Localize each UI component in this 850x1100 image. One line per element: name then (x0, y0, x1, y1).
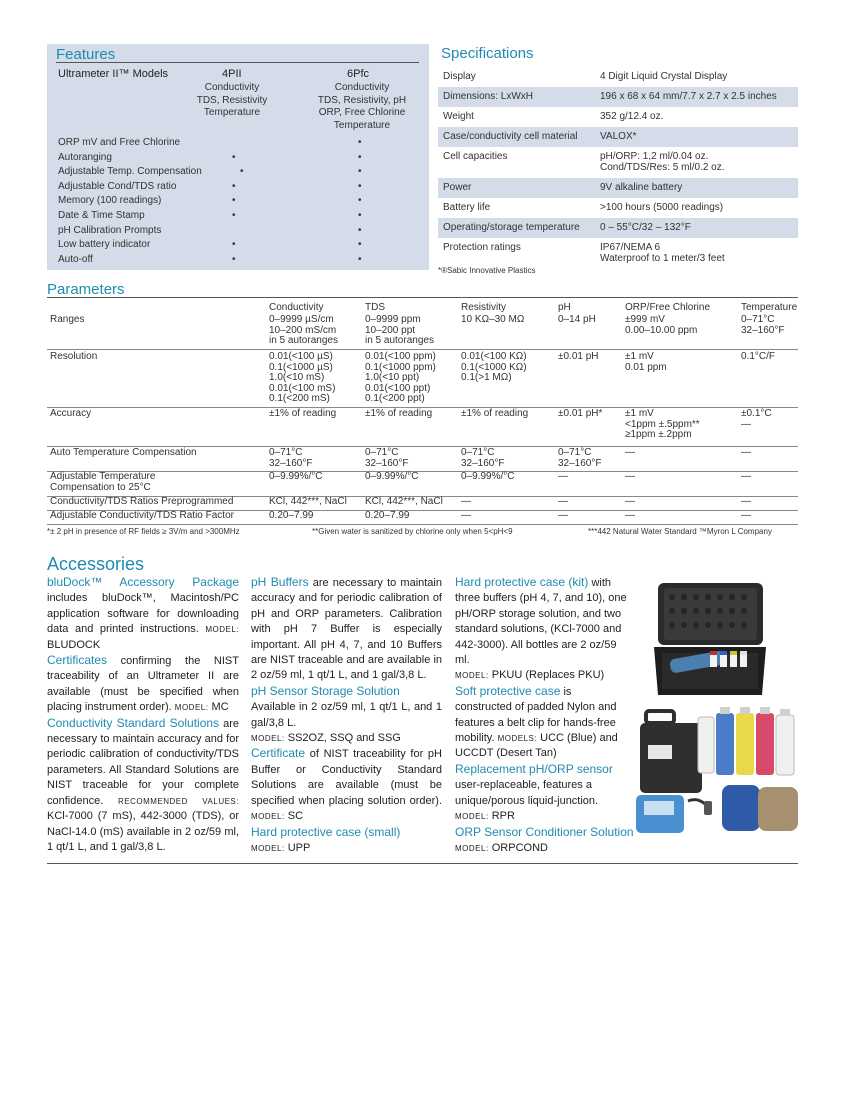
spec-key: Battery life (443, 202, 491, 213)
param-row-label: Adjustable Temperature Compensation to 25°C (50, 471, 156, 493)
model-a-bullet: • (232, 210, 236, 221)
param-cell: — (558, 510, 568, 521)
models-label: Ultrameter II™ Models (58, 68, 169, 80)
recommended-label: RECOMMENDED VALUES: (117, 796, 239, 806)
feature-row (58, 137, 418, 151)
model-b-bullet: • (358, 180, 362, 192)
spec-value: >100 hours (5000 readings) (600, 202, 724, 213)
model-b-desc: Conductivity TDS, Resistivity, pH ORP, Free Chlorine Temperature (317, 82, 407, 131)
features-panel (47, 44, 429, 270)
feature-label: ORP mV and Free Chlorine (58, 137, 181, 148)
param-cell: 0–71°C 32–160°F (741, 314, 785, 336)
model-b-bullet: • (358, 239, 362, 251)
model-b-bullet: • (358, 195, 362, 207)
spec-row (438, 147, 798, 178)
model-b-bullet: • (358, 151, 362, 163)
model-b-bullet: • (358, 137, 362, 148)
param-cell: — (461, 510, 471, 521)
model-value: PKUU (Replaces PKU) (488, 669, 605, 682)
model-value: RPR (488, 810, 515, 823)
feature-row (58, 210, 418, 224)
model-label: MODEL: (455, 843, 489, 853)
feature-label: Auto-off (58, 253, 93, 265)
model-value: MC (208, 701, 229, 714)
param-cell: 0.20–7.99 (365, 510, 410, 521)
hard-case-kit-image (650, 575, 770, 700)
spec-value: 196 x 68 x 64 mm/7.7 x 2.7 x 2.5 inches (600, 91, 777, 102)
param-cell: ±1 mV 0.01 ppm (625, 351, 667, 373)
param-cell: 0–71°C 32–160°F (269, 447, 313, 469)
spec-row (438, 87, 798, 107)
param-cell: — (625, 496, 635, 507)
specs-title: Specifications (441, 45, 534, 62)
param-cell: ±1% of reading (365, 408, 433, 419)
param-header: TDS (365, 302, 385, 313)
features-title: Features (56, 46, 116, 63)
spec-row (438, 67, 798, 87)
model-value: ORPCOND (488, 841, 548, 854)
param-cell: 0–9.99%/°C (365, 471, 419, 482)
spec-key: Weight (443, 111, 474, 122)
spec-row (438, 178, 798, 198)
replacement-sensor-text: user-replaceable, features a unique/porous liquid-junction. (455, 779, 599, 807)
spec-key: Dimensions: LxWxH (443, 91, 534, 102)
model-value: SC (284, 810, 304, 823)
param-cell: — (558, 496, 568, 507)
spec-value: 352 g/12.4 oz. (600, 111, 664, 122)
param-cell: 0–71°C 32–160°F (558, 447, 602, 469)
spec-key: Power (443, 182, 472, 193)
param-cell: 0–9.99%/°C (269, 471, 323, 482)
certificates-heading: Certificates (47, 653, 108, 668)
model-value: SS2OZ, SSQ and SSG (284, 732, 401, 745)
conductivity-standards-text: are necessary to maintain accuracy and for periodic calibration of conductivity/TDS parameters. All Standard Solutions are NIST traceable for your complete confidence. (47, 717, 239, 807)
model-b-bullet: • (358, 253, 362, 265)
accessories-col-2 (251, 575, 442, 856)
param-cell: 0.01(<100 ppm) 0.1(<1000 ppm) 1.0(<10 ppt) 0.01(<100 ppt) 0.1(<200 ppt) (365, 351, 436, 404)
param-row-label: Ranges (50, 314, 85, 325)
param-cell: 0–9.99%/°C (461, 471, 515, 482)
spec-key: Operating/storage temperature (443, 222, 580, 233)
feature-row (58, 166, 418, 180)
certificate-text: of NIST traceability for pH Buffer or Conductivity Standard Solutions are available (must be specified when placing solution order). (251, 748, 442, 807)
hard-case-kit-text: with three buffers (pH 4, 7, and 10), one pH/ORP storage solution, and two standard solutions, (KCl-7000 and 442-3000). All bottles are 2 oz/59 ml. (455, 577, 627, 667)
param-cell: 0–9999 ppm 10–200 ppt in 5 autoranges (365, 314, 434, 346)
param-cell: — (741, 496, 751, 507)
accessories-title: Accessories (47, 554, 145, 574)
hard-case-small-heading: Hard protective case (small) (251, 824, 401, 839)
feature-row (58, 152, 418, 166)
model-label: MODEL: (251, 843, 285, 853)
model-label: MODELS: (497, 734, 538, 744)
param-cell: — (741, 510, 751, 521)
ph-buffers-heading: pH Buffers (251, 575, 309, 589)
accessories-col-3 (455, 575, 634, 856)
param-row-divider (47, 349, 798, 350)
spec-key: Display (443, 71, 476, 82)
model-a-name: 4PII (222, 68, 242, 80)
param-header: pH (558, 302, 571, 313)
model-label: MODEL: (251, 812, 285, 822)
model-a-bullet: • (232, 151, 236, 163)
model-a-bullet: • (240, 166, 244, 178)
param-cell: — (741, 471, 751, 482)
storage-solution-heading: pH Sensor Storage Solution (251, 683, 400, 698)
recommended-value: KCl-7000 (7 mS), 442-3000 (TDS), or NaCl-14.0 (mS) available in 2 oz/59 ml, 1 qt/1 L, and 1 gal/3,8 L. (47, 810, 239, 853)
param-cell: — (741, 447, 751, 458)
conductivity-standards-heading: Conductivity Standard Solutions (47, 715, 220, 730)
param-row-divider (47, 471, 798, 472)
param-header: Resistivity (461, 302, 507, 313)
replacement-sensor-heading: Replacement pH/ORP sensor (455, 761, 613, 776)
feature-label: Low battery indicator (58, 239, 151, 251)
orp-conditioner-heading: ORP Sensor Conditioner Solution (455, 824, 634, 839)
param-cell: ±999 mV 0.00–10.00 ppm (625, 314, 698, 336)
param-cell: 10 KΩ–30 MΩ (461, 314, 525, 325)
model-a-bullet: • (232, 253, 236, 265)
feature-label: Autoranging (58, 151, 112, 163)
params-title: Parameters (47, 281, 125, 298)
specs-footnote: *®Sabic Innovative Plastics (438, 266, 536, 275)
spec-row (438, 198, 798, 218)
spec-key: Case/conductivity cell material (443, 131, 578, 142)
storage-solution-text: Available in 2 oz/59 ml, 1 qt/1 L, and 1 gal/3,8 L. (251, 701, 442, 729)
param-row-divider (47, 524, 798, 525)
model-a-bullet: • (232, 239, 236, 251)
param-header: ORP/Free Chlorine (625, 302, 711, 313)
soft-case-heading: Soft protective case (455, 683, 561, 698)
model-a-bullet: • (232, 180, 236, 192)
model-label: MODEL: (455, 671, 489, 681)
param-row-label: Resolution (50, 351, 98, 362)
param-cell: — (625, 510, 635, 521)
spec-row (438, 127, 798, 147)
model-label: MODEL: (251, 734, 285, 744)
spec-row (438, 107, 798, 127)
model-a-bullet: • (232, 195, 236, 207)
param-cell: KCl, 442***, NaCl (365, 496, 443, 507)
param-row-label: Adjustable Conductivity/TDS Ratio Factor (50, 510, 234, 521)
features-rule (56, 62, 419, 63)
param-cell: 0–71°C 32–160°F (461, 447, 505, 469)
param-cell: 0.20–7.99 (269, 510, 314, 521)
model-b-bullet: • (358, 224, 362, 236)
spec-value: VALOX* (600, 131, 637, 142)
model-a-desc: Conductivity TDS, Resistivity Temperature (196, 82, 268, 118)
accessories-rule (47, 863, 798, 864)
ph-buffers-text: are necessary to maintain accuracy and for periodic calibration of pH and ORP parameters. Calibration with pH 7 Buffer is especially important. All pH 4, 7, and 10 Buffers are NIST traceable and are available in 2 oz/59 ml, 1 qt/1 L, and 1 gal/3,8 L. (251, 577, 442, 682)
param-cell: ±0.01 pH* (558, 408, 603, 419)
model-label: MODEL: (174, 703, 209, 713)
param-cell: 0.01(<100 µS) 0.1(<1000 µS) 1.0(<10 mS) 0.01(<100 mS) 0.1(<200 mS) (269, 351, 336, 404)
spec-value: 4 Digit Liquid Crystal Display (600, 71, 728, 82)
params-footnote-3: ***442 Natural Water Standard ™Myron L Company (588, 527, 772, 536)
spec-value: pH/ORP: 1,2 ml/0.04 oz. Cond/TDS/Res: 5 ml/0.2 oz. (600, 151, 725, 173)
soft-case-text: is constructed of padded Nylon and features a belt clip for hands-free mobility. (455, 685, 617, 745)
hard-case-kit-heading: Hard protective case (kit) (455, 575, 589, 589)
feature-label: Date & Time Stamp (58, 210, 145, 221)
model-value: UCC (Blue) and UCCDT (Desert Tan) (455, 732, 618, 760)
model-b-bullet: • (358, 210, 362, 221)
param-cell: 0–71°C 32–160°F (365, 447, 409, 469)
spec-key: Protection ratings (443, 242, 521, 253)
soft-case-solutions-image (636, 705, 804, 835)
feature-label: pH Calibration Prompts (58, 224, 162, 236)
param-cell: 0.01(<100 KΩ) 0.1(<1000 KΩ) 0.1(>1 MΩ) (461, 351, 527, 383)
spec-value: 9V alkaline battery (600, 182, 683, 193)
feature-label: Adjustable Temp. Compensation (58, 166, 202, 178)
param-cell: ±1 mV <1ppm ±.5ppm** ≥1ppm ±.2ppm (625, 408, 700, 440)
param-cell: — (625, 447, 635, 458)
param-cell: ±1% of reading (269, 408, 337, 419)
param-header: Conductivity (269, 302, 324, 313)
param-cell: — (461, 496, 471, 507)
spec-value: 0 – 55°C/32 – 132°F (600, 222, 691, 233)
spec-key: Cell capacities (443, 151, 508, 162)
param-row-label: Accuracy (50, 408, 92, 419)
param-cell: 0.1°C/F (741, 351, 776, 362)
params-footnote-2: **Given water is sanitized by chlorine only when 5<pH<9 (312, 527, 513, 536)
model-label: MODEL: (205, 625, 239, 635)
params-rule (47, 297, 798, 298)
model-label: MODEL: (455, 812, 489, 822)
feature-row (58, 254, 418, 268)
feature-label: Adjustable Cond/TDS ratio (58, 180, 177, 192)
param-cell: KCl, 442***, NaCl (269, 496, 347, 507)
model-value: UPP (284, 841, 311, 854)
spec-value: IP67/NEMA 6 Waterproof to 1 meter/3 feet (600, 242, 725, 264)
feature-row (58, 181, 418, 195)
certificates-text: confirming the NIST traceability of an Ultrameter II are available (must be specified when placing instrument order). (47, 655, 239, 714)
model-value: BLUDOCK (47, 638, 101, 651)
param-cell: ±1% of reading (461, 408, 529, 419)
feature-row (58, 239, 418, 253)
accessories-col-1 (47, 575, 239, 855)
feature-row (58, 195, 418, 209)
param-cell: — (558, 471, 568, 482)
model-b-bullet: • (358, 166, 362, 178)
specs-table (438, 67, 798, 264)
param-cell: 0–14 pH (558, 314, 596, 325)
feature-label: Memory (100 readings) (58, 195, 162, 207)
param-row-label: Conductivity/TDS Ratios Preprogrammed (50, 496, 234, 507)
spec-row (438, 218, 798, 238)
spec-row (438, 238, 798, 264)
certificate-heading: Certificate (251, 746, 306, 761)
param-header: Temperature (741, 302, 798, 313)
bludock-heading: bluDock™ Accessory Package (47, 575, 239, 589)
param-cell: ±0.01 pH (558, 351, 599, 362)
param-cell: ±0.1°C — (741, 408, 772, 430)
param-row-label: Auto Temperature Compensation (50, 447, 197, 458)
feature-row (58, 225, 418, 239)
param-cell: — (625, 471, 635, 482)
param-cell: 0–9999 µS/cm 10–200 mS/cm in 5 autoranges (269, 314, 338, 346)
bludock-text: includes bluDock™, Macintosh/PC application software for downloading data and printed instructions. (47, 592, 239, 636)
model-b-name: 6Pfc (347, 68, 370, 80)
params-footnote-1: *± 2 pH in presence of RF fields ≥ 3V/m and >300MHz (47, 527, 240, 536)
